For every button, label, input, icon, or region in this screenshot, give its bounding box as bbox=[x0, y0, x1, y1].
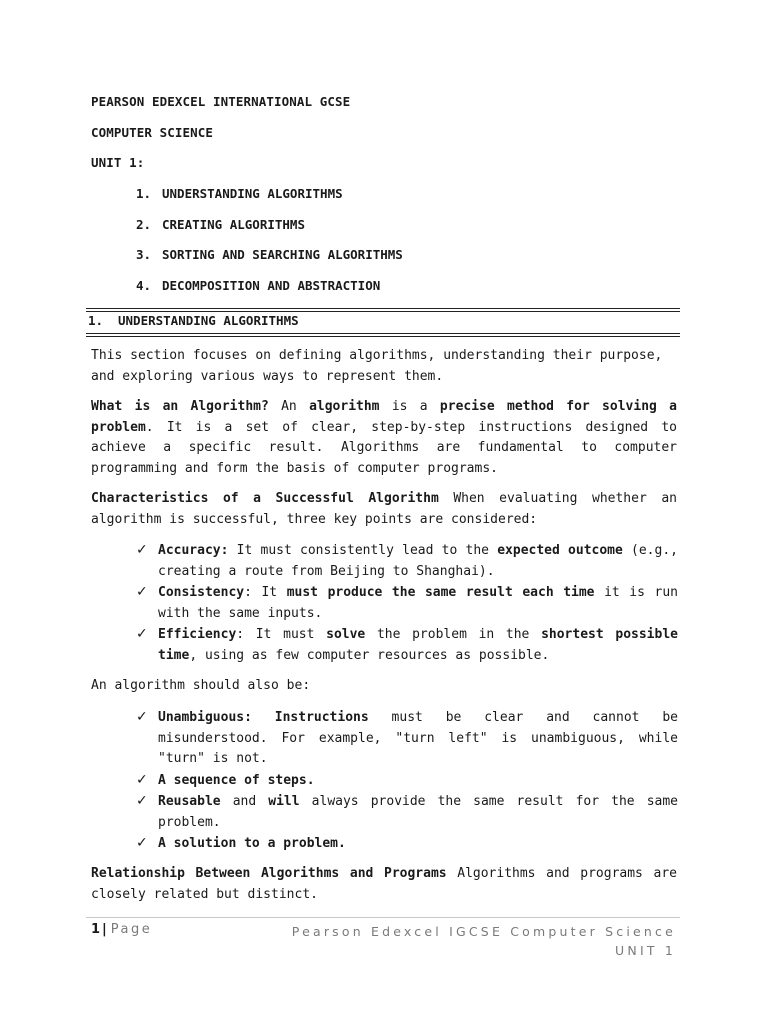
characteristics-heading: Characteristics of a Successful Algorithm bbox=[91, 491, 439, 506]
toc-item-2 bbox=[136, 217, 305, 232]
bold-run: shortest possible time bbox=[158, 627, 678, 663]
bold-run: Consistency bbox=[158, 585, 245, 600]
toc-number: 4. bbox=[136, 278, 152, 293]
toc-item-4 bbox=[136, 278, 380, 293]
list-item-reusable bbox=[136, 792, 679, 833]
text-run: : It bbox=[244, 585, 287, 600]
characteristics-paragraph bbox=[91, 489, 677, 530]
section-rule-top-1 bbox=[86, 308, 680, 309]
what-is-heading: What is an Algorithm? bbox=[91, 399, 269, 414]
bold-run: Efficiency bbox=[158, 627, 237, 642]
toc-number: 2. bbox=[136, 217, 152, 232]
text-run: must be clear and cannot be misunderstood. For example, "turn left" is unambiguous, while "turn" is not. bbox=[158, 710, 678, 766]
list-item-solution bbox=[136, 834, 678, 855]
bold-run: Unambiguous: Instructions bbox=[158, 710, 369, 725]
toc-number: 1. bbox=[136, 186, 152, 201]
bold-run: Reusable bbox=[158, 794, 221, 809]
toc-item-3 bbox=[136, 247, 403, 262]
section-number: 1. bbox=[88, 313, 104, 328]
toc-number: 3. bbox=[136, 247, 152, 262]
text-run: and bbox=[220, 794, 269, 809]
toc-label: UNDERSTANDING ALGORITHMS bbox=[162, 186, 343, 201]
relationship-paragraph bbox=[91, 864, 677, 905]
bold-run: algorithm bbox=[309, 399, 380, 414]
section-rule-bottom-2 bbox=[86, 336, 680, 337]
text-run: It must consistently lead to the bbox=[228, 543, 498, 558]
header-line-2: COMPUTER SCIENCE bbox=[91, 125, 214, 140]
list-item-unambiguous bbox=[136, 708, 678, 770]
intro-paragraph: This section focuses on defining algorithms, understanding their purpose, and exploring various ways to represent them. bbox=[91, 348, 663, 384]
text-run: is a bbox=[379, 399, 440, 414]
text-run: the problem in the bbox=[365, 627, 542, 642]
check-icon: ✓ bbox=[136, 709, 148, 725]
page-label: Page bbox=[110, 922, 153, 937]
page-number-value: 1 bbox=[91, 922, 101, 937]
text-run: . It is a set of clear, step-by-step instructions designed to achieve a specific result. Algorithms are fundamental to computer programming and form the basis of computer programs. bbox=[91, 419, 677, 476]
bold-run: expected outcome bbox=[497, 543, 623, 558]
text-run: When evaluating whether an algorithm is successful, three key points are considered: bbox=[91, 491, 677, 527]
text-run: (e.g., creating a route from Beijing to Shanghai). bbox=[158, 543, 678, 579]
check-icon: ✓ bbox=[136, 771, 148, 788]
bold-run: A sequence of steps. bbox=[158, 772, 315, 788]
footer-title: Pearson Edexcel IGCSE Computer Science UNIT 1 bbox=[291, 924, 676, 958]
characteristics-list bbox=[136, 541, 678, 667]
also-be-list bbox=[136, 708, 679, 856]
page-number bbox=[91, 922, 152, 937]
bold-run: precise method for solving a problem bbox=[91, 399, 677, 435]
text-run: : It must bbox=[236, 627, 327, 642]
list-item-consistency bbox=[136, 583, 678, 624]
check-icon: ✓ bbox=[136, 835, 148, 851]
relationship-heading: Relationship Between Algorithms and Programs bbox=[91, 866, 447, 881]
footer-rule bbox=[86, 917, 680, 918]
section-rule-bottom-1 bbox=[86, 333, 680, 334]
header-line-1: PEARSON EDEXCEL INTERNATIONAL GCSE bbox=[91, 94, 351, 109]
bold-run: Accuracy: bbox=[158, 543, 229, 558]
text-run: always provide the same result for the same problem. bbox=[158, 794, 679, 830]
page-separator: | bbox=[102, 922, 107, 937]
bold-run: solve bbox=[326, 627, 366, 642]
toc-label: SORTING AND SEARCHING ALGORITHMS bbox=[162, 247, 403, 262]
check-icon: ✓ bbox=[136, 584, 148, 600]
header-line-3: UNIT 1: bbox=[91, 155, 145, 170]
check-icon: ✓ bbox=[136, 793, 148, 809]
also-be-paragraph: An algorithm should also be: bbox=[91, 678, 311, 693]
toc-label: CREATING ALGORITHMS bbox=[162, 217, 305, 232]
toc-item-1 bbox=[136, 186, 343, 201]
section-title bbox=[88, 313, 299, 328]
text-run: An bbox=[268, 399, 310, 414]
bold-run: A solution to a problem. bbox=[158, 836, 346, 851]
text-run: Algorithms and programs are closely related but distinct. bbox=[91, 866, 677, 902]
toc-label: DECOMPOSITION AND ABSTRACTION bbox=[162, 278, 381, 293]
bold-run: must produce the same result each time bbox=[286, 585, 595, 600]
check-icon: ✓ bbox=[136, 626, 148, 642]
check-icon: ✓ bbox=[136, 542, 148, 558]
section-title-text: UNDERSTANDING ALGORITHMS bbox=[118, 313, 299, 328]
bold-run: will bbox=[268, 794, 300, 809]
list-item-efficiency bbox=[136, 625, 678, 666]
list-item-sequence bbox=[136, 771, 678, 792]
section-rule-top-2 bbox=[86, 311, 680, 312]
list-item-accuracy bbox=[136, 541, 678, 582]
text-run: , using as few computer resources as possible. bbox=[189, 647, 550, 663]
text-run: it is run with the same inputs. bbox=[158, 585, 678, 621]
what-is-paragraph bbox=[91, 397, 677, 479]
